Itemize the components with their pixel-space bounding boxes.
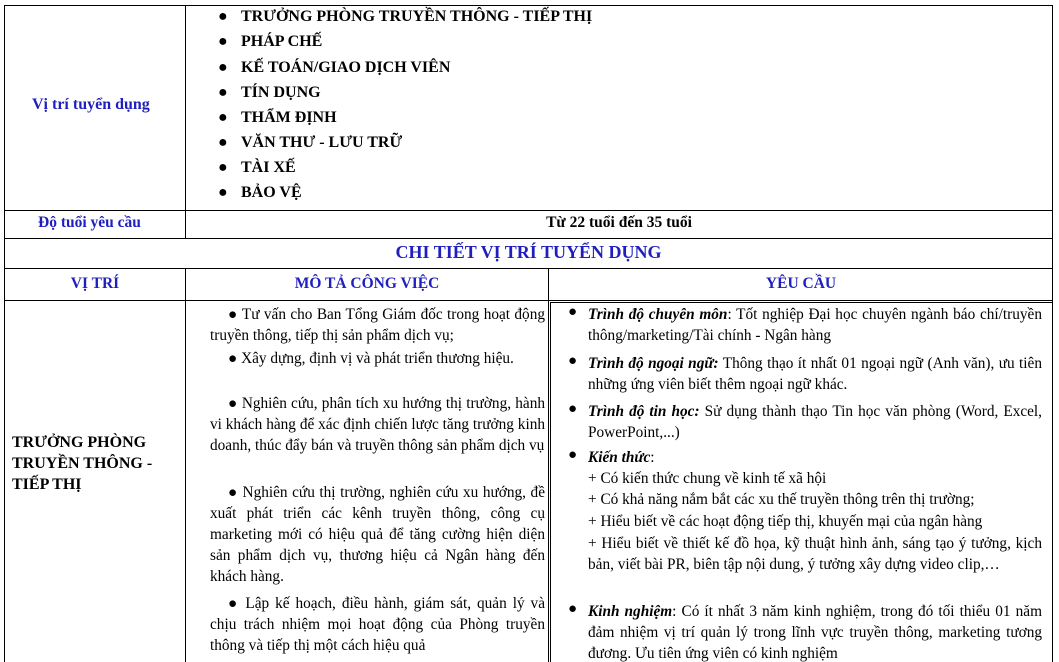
position-label: PHÁP CHẾ bbox=[241, 33, 323, 50]
table-border-left bbox=[4, 5, 5, 662]
list-item bbox=[218, 84, 321, 102]
position-label: VĂN THƯ - LƯU TRỮ bbox=[241, 134, 403, 151]
position-label: THẨM ĐỊNH bbox=[241, 109, 337, 126]
bullet-icon: ● bbox=[218, 84, 228, 101]
bullet-icon: ● bbox=[568, 304, 578, 320]
table-divider bbox=[5, 300, 1052, 301]
list-item bbox=[218, 33, 322, 51]
position-label: TÍN DỤNG bbox=[241, 84, 321, 101]
bullet-icon: ● bbox=[218, 8, 228, 25]
bullet-icon: ● bbox=[218, 33, 228, 50]
list-item: ● Tư vấn cho Ban Tổng Giám đốc trong hoạt động truyền thông, tiếp thị sản phẩm dịch vụ; bbox=[210, 306, 545, 344]
knowledge-item: + Hiểu biết về thiết kế đồ họa, kỹ thuật hình ảnh, sáng tạo ý tưởng, kịch bản, viết bài PR, biên tập nội dung, ý tưởng xây dựng video clip,… bbox=[588, 535, 1042, 573]
position-label: TÀI XẾ bbox=[241, 159, 296, 176]
table-border-top bbox=[5, 5, 1052, 6]
column-header-requirements: YÊU CẦU bbox=[765, 275, 837, 292]
table-divider bbox=[5, 268, 1052, 269]
bullet-icon: ● bbox=[568, 601, 578, 617]
list-item: ● Nghiên cứu thị trường, nghiên cứu xu hướng, đề xuất phát triển các kênh truyền thông, công cụ marketing mới có hiệu quả để tăng cường hiện diện sản phẩm dịch vụ, thương hiệu cả Ngân hàng đến khách hàng. bbox=[210, 484, 545, 585]
position-label: KẾ TOÁN/GIAO DỊCH VIÊN bbox=[241, 59, 451, 76]
bullet-icon: ● bbox=[228, 395, 242, 412]
bullet-icon: ● bbox=[568, 447, 578, 463]
section-title: CHI TIẾT VỊ TRÍ TUYỂN DỤNG bbox=[395, 242, 662, 262]
table-col-divider bbox=[185, 5, 186, 238]
bullet-icon: ● bbox=[218, 184, 228, 201]
bullet-icon: ● bbox=[568, 401, 578, 417]
table-col-divider bbox=[548, 268, 549, 662]
table-divider bbox=[5, 210, 1052, 211]
bullet-icon: ● bbox=[228, 484, 243, 501]
detail-position-name: TRƯỞNG PHÒNG TRUYỀN THÔNG - TIẾP THỊ bbox=[12, 434, 153, 493]
list-item: Trình độ tin học: Sử dụng thành thạo Tin học văn phòng (Word, Excel, PowerPoint,...) bbox=[588, 403, 1043, 441]
list-item: ● Xây dựng, định vị và phát triển thương hiệu. bbox=[228, 350, 514, 367]
bullet-icon: ● bbox=[218, 159, 228, 176]
position-label: TRƯỞNG PHÒNG TRUYỀN THÔNG - TIẾP THỊ bbox=[241, 8, 593, 25]
bullet-icon: ● bbox=[228, 595, 246, 612]
bullet-icon: ● bbox=[218, 134, 228, 151]
bullet-icon: ● bbox=[228, 350, 242, 367]
age-value: Từ 22 tuổi đến 35 tuổi bbox=[546, 214, 692, 231]
bullet-icon: ● bbox=[228, 306, 242, 323]
list-item: Kinh nghiệm: Có ít nhất 3 năm kinh nghiệm, trong đó tối thiểu 01 năm đảm nhiệm vị trí quản lý trong lĩnh vực truyền thông, marketing tương đương. Ưu tiên ứng viên có kinh nghiệm bbox=[588, 603, 1042, 662]
bullet-icon: ● bbox=[218, 59, 228, 76]
list-item: Trình độ chuyên môn: Tốt nghiệp Đại học chuyên ngành báo chí/truyền thông/marketing/Tài chính - Ngân hàng bbox=[588, 306, 1042, 344]
position-label: BẢO VỆ bbox=[241, 184, 302, 201]
positions-label: Vị trí tuyển dụng bbox=[32, 96, 150, 113]
knowledge-item: + Có khả năng nắm bắt các xu thế truyền thông trên thị trường; bbox=[588, 491, 975, 508]
table-col-divider bbox=[550, 302, 551, 662]
column-header-description: MÔ TẢ CÔNG VIỆC bbox=[294, 275, 440, 292]
knowledge-item: + Hiểu biết về các hoạt động tiếp thị, khuyến mại của ngân hàng bbox=[588, 513, 983, 530]
list-item: Trình độ ngoại ngữ: Thông thạo ít nhất 01 ngoại ngữ (Anh văn), ưu tiên những ứng viên biết thêm ngoại ngữ khác. bbox=[588, 355, 1042, 393]
list-item: ● Nghiên cứu, phân tích xu hướng thị trường, hành vi khách hàng để xác định chiến lược tăng trưởng kinh doanh, thúc đẩy bán và truyền thông sản phẩm dịch vụ bbox=[210, 395, 545, 454]
list-item bbox=[218, 134, 402, 152]
list-item bbox=[218, 184, 302, 202]
bullet-icon: ● bbox=[568, 353, 578, 369]
table-col-divider bbox=[185, 268, 186, 662]
age-label: Độ tuổi yêu cầu bbox=[38, 214, 141, 231]
table-border-right bbox=[1052, 5, 1053, 662]
bullet-icon: ● bbox=[218, 109, 228, 126]
list-item: ● Lập kế hoạch, điều hành, giám sát, quản lý và chịu trách nhiệm mọi hoạt động của Phòng truyền thông và tiếp thị một cách hiệu quả bbox=[210, 595, 545, 654]
knowledge-item: + Có kiến thức chung về kinh tế xã hội bbox=[588, 470, 827, 487]
list-item bbox=[218, 59, 450, 77]
list-item bbox=[218, 159, 296, 177]
list-item: Kiến thức: bbox=[588, 449, 655, 466]
list-item bbox=[218, 109, 337, 127]
table-divider bbox=[5, 238, 1052, 239]
list-item bbox=[218, 8, 592, 26]
table-divider bbox=[550, 302, 1052, 303]
column-header-position: VỊ TRÍ bbox=[70, 275, 120, 292]
